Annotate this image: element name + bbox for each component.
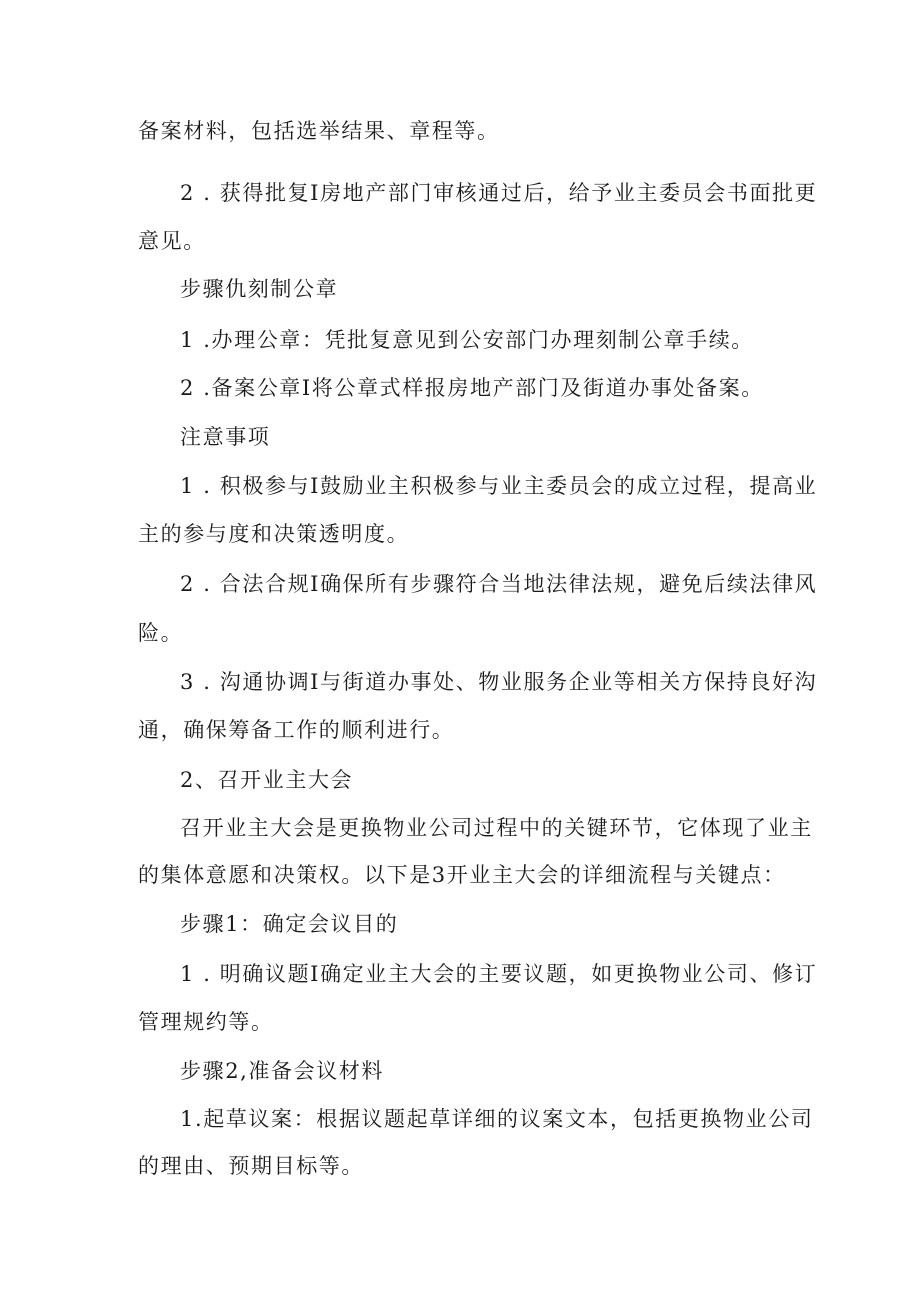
section-heading: 注意事项: [180, 425, 271, 449]
text-line: 意见。: [138, 229, 206, 253]
text-line: 2 .备案公章I将公章式样报房地产部门及街道办事处备案。: [180, 376, 764, 400]
text-line: 的理由、预期目标等。: [138, 1154, 364, 1178]
text-line: 通，确保筹备工作的顺利进行。: [138, 718, 455, 742]
text-line: 的集体意愿和决策权。以下是3开业主大会的详细流程与关键点：: [138, 863, 786, 887]
text-line: 1 . 积极参与I鼓励业主积极参与业主委员会的成立过程，提高业: [180, 474, 818, 498]
text-line: 召开业主大会是更换物业公司过程中的关键环节，它体现了业主: [180, 816, 813, 840]
text-line: 2 . 合法合规I确保所有步骤符合当地法律法规，避免后续法律风: [180, 572, 818, 596]
text-line: 2 . 获得批复I房地产部门审核通过后，给予业主委员会书面批更: [180, 181, 818, 205]
section-heading: 步骤2,准备会议材料: [180, 1059, 385, 1083]
text-line: 1 .办理公章：凭批复意见到公安部门办理刻制公章手续。: [180, 328, 754, 352]
section-heading: 步骤1：确定会议目的: [180, 912, 399, 936]
text-line: 1 . 明确议题I确定业主大会的主要议题，如更换物业公司、修订: [180, 962, 818, 986]
text-line: 险。: [138, 621, 184, 645]
text-line: 备案材料，包括选举结果、章程等。: [138, 119, 500, 143]
text-line: 管理规约等。: [138, 1010, 274, 1034]
text-line: 主的参与度和决策透明度。: [138, 522, 410, 546]
section-heading: 步骤仇刻制公章: [180, 277, 339, 301]
text-line: 1.起草议案：根据议题起草详细的议案文本，包括更换物业公司: [180, 1107, 814, 1131]
section-heading: 2、召开业主大会: [180, 768, 354, 792]
text-line: 3 . 沟通协调I与街道办事处、物业服务企业等相关方保持良好沟: [180, 670, 818, 694]
